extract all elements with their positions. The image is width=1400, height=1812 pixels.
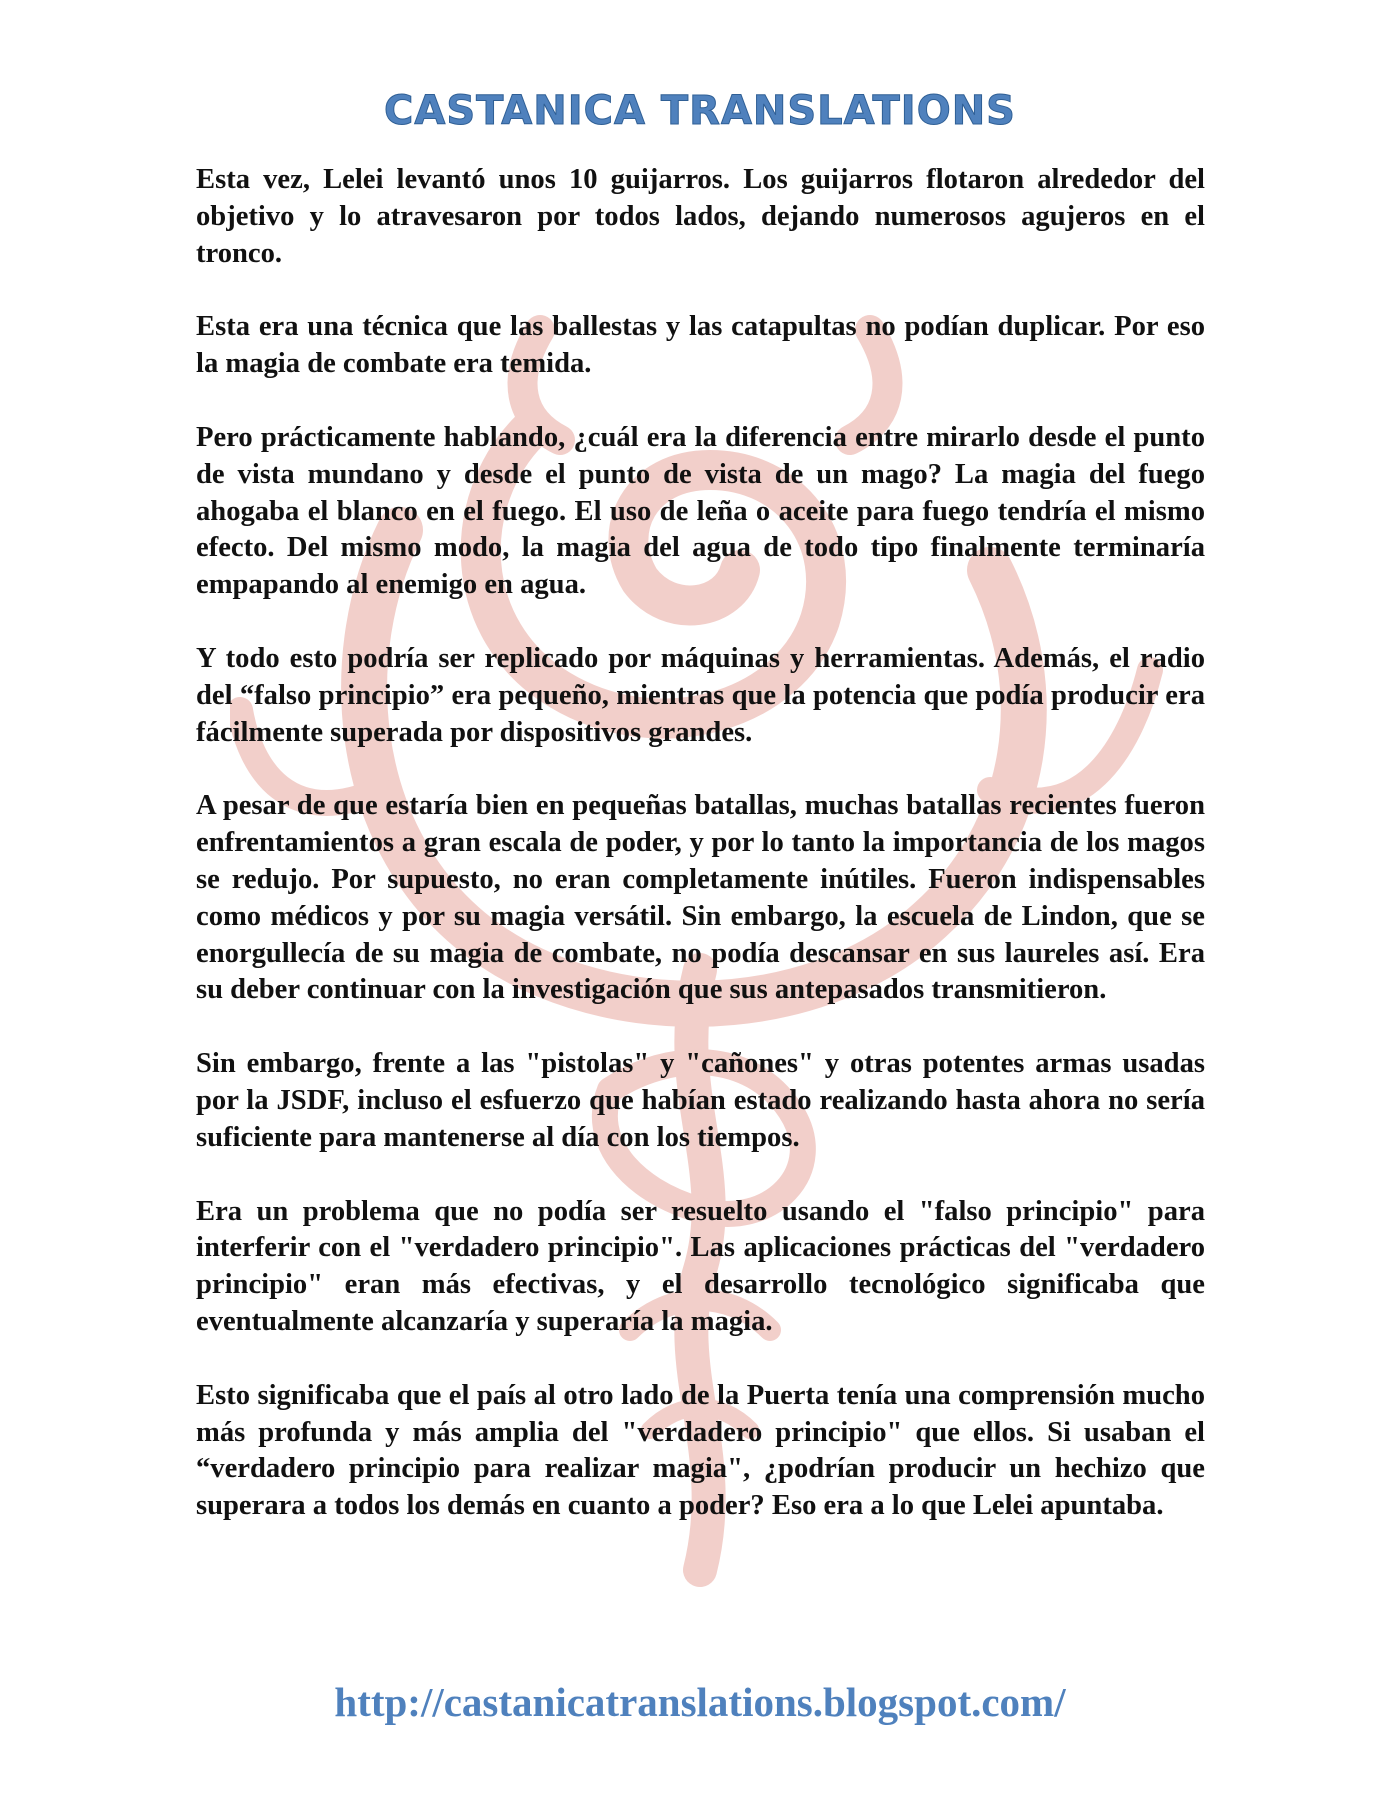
- paragraph: Esto significaba que el país al otro lado de la Puerta tenía una comprensión mucho más profunda y más amplia del "verdadero principio" que ellos. Si usaban el “verdadero principio para realizar magia", ¿podrían producir un hechizo que superara a todos los demás en cuanto a poder? Eso era a lo que Lelei apuntaba.: [196, 1379, 1205, 1522]
- document-body: [196, 162, 1205, 1562]
- paragraph: Pero prácticamente hablando, ¿cuál era la diferencia entre mirarlo desde el punto de vista mundano y desde el punto de vista de un mago? La magia del fuego ahogaba el blanco en el fuego. El uso de leña o aceite para fuego tendría el mismo efecto. Del mismo modo, la magia del agua de todo tipo finalmente terminaría empapando al enemigo en agua.: [196, 421, 1205, 601]
- paragraph: Y todo esto podría ser replicado por máquinas y herramientas. Además, el radio del “falso principio” era pequeño, mientras que la potencia que podía producir era fácilmente superada por dispositivos grandes.: [196, 642, 1205, 748]
- footer-url-link[interactable]: http://castanicatranslations.blogspot.com/: [334, 1679, 1066, 1725]
- paragraph: Sin embargo, frente a las "pistolas" y "cañones" y otras potentes armas usadas por la JSDF, incluso el esfuerzo que habían estado realizando hasta ahora no sería suficiente para mantenerse al día con los tiempos.: [196, 1048, 1205, 1153]
- paragraph: Esta era una técnica que las ballestas y las catapultas no podían duplicar. Por eso la magia de combate era temida.: [196, 311, 1205, 380]
- page-title: CASTANICA TRANSLATIONS: [384, 88, 1016, 134]
- paragraph: A pesar de que estaría bien en pequeñas batallas, muchas batallas recientes fueron enfrentamientos a gran escala de poder, y por lo tanto la importancia de los magos se redujo. Por supuesto, no eran completamente inútiles. Fueron indispensables como médicos y por su magia versátil. Sin embargo, la escuela de Lindon, que se enorgullecía de su magia de combate, no podía descansar en sus laureles así. Era su deber continuar con la investigación que sus antepasados transmitieron.: [196, 790, 1205, 1006]
- paragraph: Era un problema que no podía ser resuelto usando el "falso principio" para interferir con el "verdadero principio". Las aplicaciones prácticas del "verdadero principio" eran más efectivas, y el desarrollo tecnológico significaba que eventualmente alcanzaría y superaría la magia.: [196, 1195, 1205, 1337]
- paragraph: Esta vez, Lelei levantó unos 10 guijarros. Los guijarros flotaron alrededor del objetivo y lo atravesaron por todos lados, dejando numerosos agujeros en el tronco.: [196, 164, 1205, 269]
